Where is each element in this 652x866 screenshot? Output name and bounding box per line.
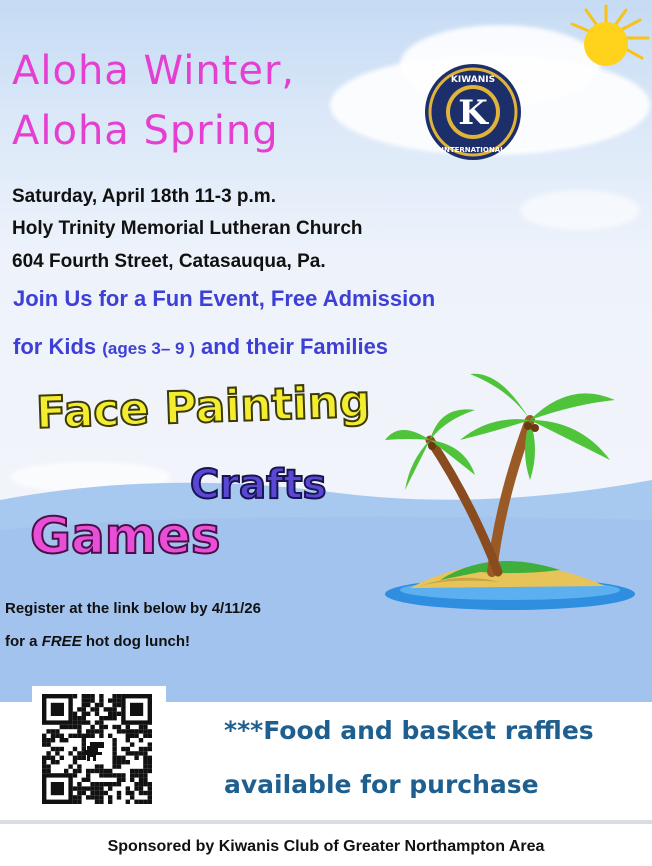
- logo-ring-bottom: INTERNATIONAL: [441, 146, 505, 154]
- divider: [0, 820, 652, 824]
- kiwanis-logo: [423, 62, 523, 162]
- register-free: FREE: [41, 633, 82, 650]
- invite-line-1: Join Us for a Fun Event, Free Admission: [13, 286, 436, 311]
- title-line-2: Aloha Spring: [12, 108, 279, 154]
- title-line-1: Aloha Winter,: [12, 48, 296, 94]
- qr-code[interactable]: [42, 694, 156, 804]
- invite-for-kids: for Kids: [13, 334, 97, 359]
- activity-face-painting: Face Painting: [35, 376, 372, 439]
- register-suffix: hot dog lunch!: [85, 633, 191, 650]
- invite-line-2: [13, 334, 388, 360]
- register-line-2: [5, 633, 190, 650]
- palm-island-illustration: [380, 360, 640, 620]
- event-address: 604 Fourth Street, Catasauqua, Pa.: [12, 251, 326, 272]
- raffle-line-1: ***Food and basket raffles: [224, 716, 594, 745]
- sun-icon: [548, 4, 652, 84]
- cloud: [520, 190, 640, 230]
- activity-games: Games: [30, 507, 221, 565]
- invite-families: and their Families: [200, 334, 389, 359]
- raffle-line-2: available for purchase: [224, 770, 539, 799]
- register-line-1: Register at the link below by 4/11/26: [5, 600, 261, 617]
- register-prefix: for a: [5, 633, 38, 650]
- logo-ring-top: KIWANIS: [450, 75, 496, 85]
- event-venue: Holy Trinity Memorial Lutheran Church: [12, 218, 363, 239]
- logo-letter: K: [458, 93, 488, 133]
- invite-ages: (ages 3– 9 ): [102, 339, 195, 358]
- activity-crafts: Crafts: [190, 462, 327, 508]
- sponsor-line: Sponsored by Kiwanis Club of Greater Northampton Area: [107, 838, 545, 855]
- event-date-time: Saturday, April 18th 11-3 p.m.: [12, 186, 276, 207]
